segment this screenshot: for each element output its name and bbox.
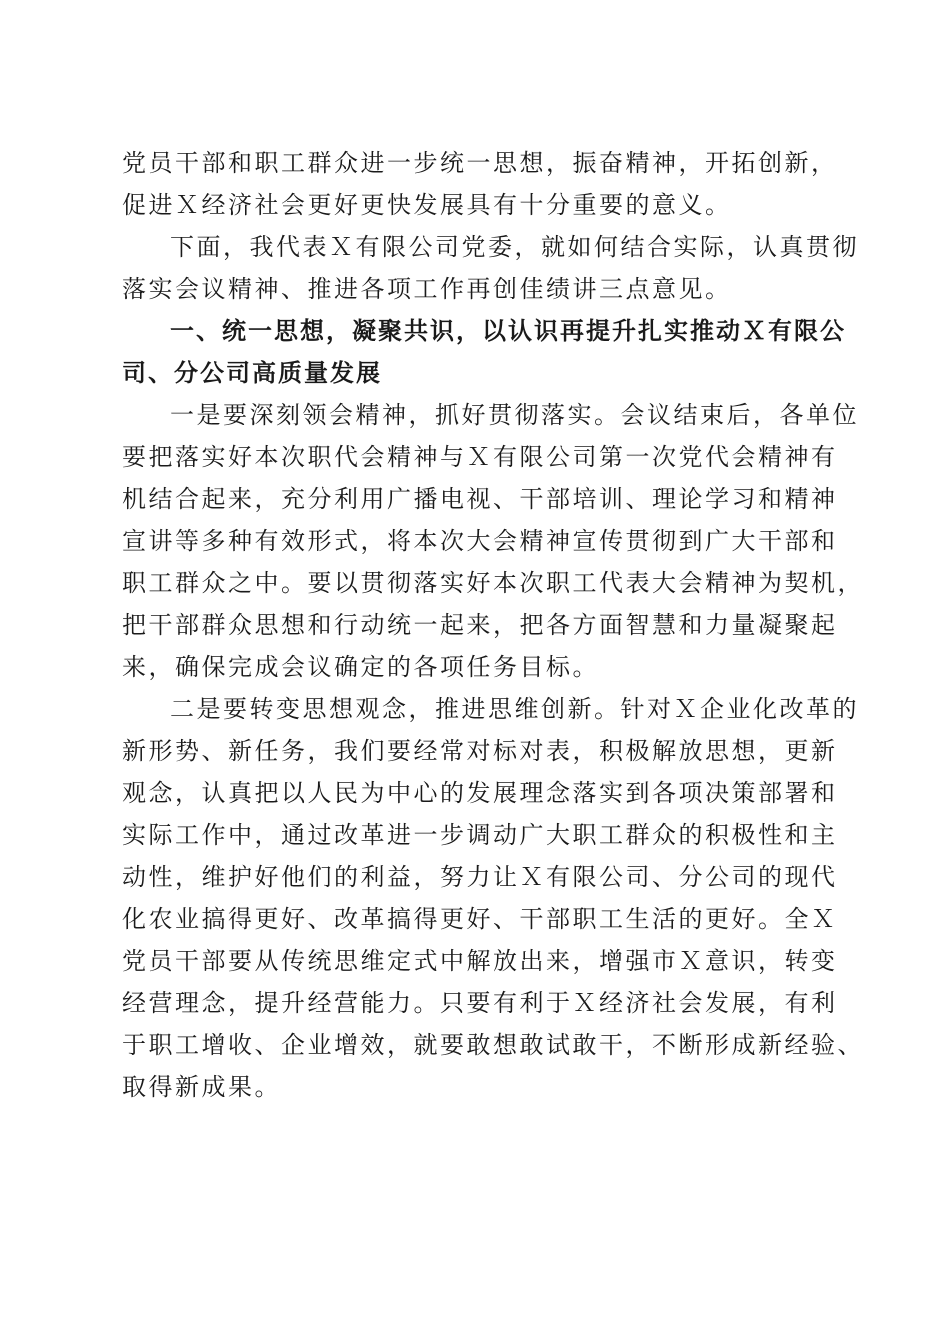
text-line: 取得新成果。: [122, 1073, 281, 1101]
text-line: 机结合起来，充分利用广播电视、干部培训、理论学习和精神: [122, 485, 838, 513]
paragraph-intro: [122, 226, 859, 310]
text-line: 把干部群众思想和行动统一起来，把各方面智慧和力量凝聚起: [122, 611, 838, 639]
text-line: 要把落实好本次职代会精神与Ｘ有限公司第一次党代会精神有: [122, 443, 838, 471]
text-line: 观念，认真把以人民为中心的发展理念落实到各项决策部署和: [122, 779, 838, 807]
heading-line: 一、统一思想，凝聚共识，以认识再提升扎实推动Ｘ有限公: [170, 317, 846, 345]
text-line: 二是要转变思想观念，推进思维创新。针对Ｘ企业化改革的: [170, 695, 859, 723]
text-line: 化农业搞得更好、改革搞得更好、干部职工生活的更好。全Ｘ: [122, 905, 838, 933]
heading-line: 司、分公司高质量发展: [122, 359, 382, 387]
paragraph-continuation: [122, 142, 838, 226]
text-line: 宣讲等多种有效形式，将本次大会精神宣传贯彻到广大干部和: [122, 527, 838, 555]
text-line: 下面，我代表Ｘ有限公司党委，就如何结合实际，认真贯彻: [170, 233, 859, 261]
text-line: 实际工作中，通过改革进一步调动广大职工群众的积极性和主: [122, 821, 838, 849]
text-line: 经营理念，提升经营能力。只要有利于Ｘ经济社会发展，有利: [122, 989, 838, 1017]
text-line: 一是要深刻领会精神，抓好贯彻落实。会议结束后，各单位: [170, 401, 859, 429]
text-line: 党员干部要从传统思维定式中解放出来，增强市Ｘ意识，转变: [122, 947, 838, 975]
section-heading-1: [122, 310, 846, 394]
paragraph-point-1: [122, 394, 864, 688]
text-line: 动性，维护好他们的利益，努力让Ｘ有限公司、分公司的现代: [122, 863, 838, 891]
text-line: 新形势、新任务，我们要经常对标对表，积极解放思想，更新: [122, 737, 838, 765]
text-line: 来，确保完成会议确定的各项任务目标。: [122, 653, 599, 681]
text-line: 促进Ｘ经济社会更好更快发展具有十分重要的意义。: [122, 191, 732, 219]
text-line: 落实会议精神、推进各项工作再创佳绩讲三点意见。: [122, 275, 732, 303]
paragraph-point-2: [122, 688, 864, 1108]
text-line: 职工群众之中。要以贯彻落实好本次职工代表大会精神为契机，: [122, 569, 864, 597]
text-line: 于职工增收、企业增效，就要敢想敢试敢干，不断形成新经验、: [122, 1031, 864, 1059]
document-body: [122, 142, 864, 1108]
text-line: 党员干部和职工群众进一步统一思想，振奋精神，开拓创新，: [122, 149, 838, 177]
